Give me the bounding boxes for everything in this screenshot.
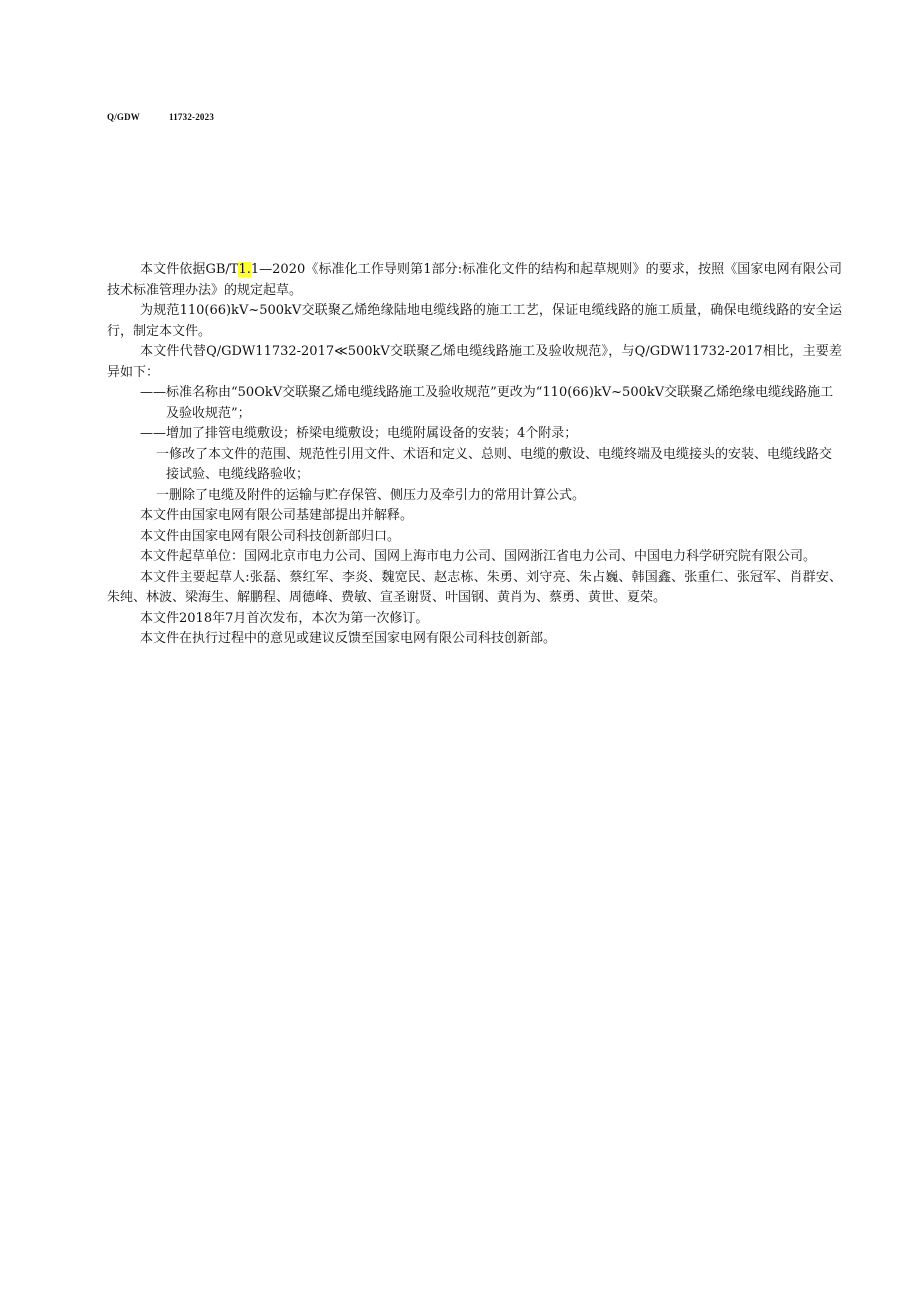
- change-item: 一修改了本文件的范围、规范性引用文件、术语和定义、总则、电缆的敷设、电缆终端及电缆接头的安装、电缆线路交接试验、电缆线路验收；: [156, 446, 833, 482]
- change-item: ——标准名称由“50OkV交联聚乙烯电缆线路施工及验收规范”更改为“110(66)kV~500kV交联聚乙烯绝缘电缆线路施工及验收规范”；: [140, 385, 834, 421]
- purpose-paragraph: 为规范110(66)kV~500kV交联聚乙烯绝缘陆地电缆线路的施工工艺，保证电缆线路的施工质量，确保电缆线路的安全运行，制定本文件。: [107, 303, 842, 339]
- proposed-by-paragraph: 本文件由国家电网有限公司基建部提出并解释。: [140, 508, 414, 523]
- document-header: [107, 112, 214, 122]
- managed-by-paragraph: 本文件由国家电网有限公司科技创新部归口。: [140, 528, 401, 544]
- feedback-paragraph: 本文件在执行过程中的意见或建议反馈至国家电网有限公司科技创新部。: [140, 631, 557, 646]
- intro-text-end: 1—2020《标准化工作导则第1部分:标准化文件的结构和起草规则》的要求，按照《国家电网有限公司技术标准管理办法》的规定起草。: [107, 262, 842, 298]
- change-item: ——增加了排管电缆敷设；桥梁电缆敷设；电缆附属设备的安装；4个附录；: [140, 426, 578, 441]
- highlighted-text: 1.: [238, 262, 251, 277]
- standard-prefix: Q/GDW: [107, 112, 141, 122]
- replaces-paragraph: 本文件代替Q/GDW11732-2017≪500kV交联聚乙烯电缆线路施工及验收规范》，与Q/GDW11732-2017相比，主要差异如下：: [107, 344, 842, 380]
- change-item: 一删除了电缆及附件的运输与贮存保管、侧压力及牵引力的常用计算公式。: [156, 487, 586, 503]
- intro-text-start: 本文件依据GB/T: [140, 262, 239, 277]
- intro-paragraph: [107, 260, 842, 301]
- drafters-paragraph: 本文件主要起草人:张磊、蔡红军、李炎、魏宽民、赵志栋、朱勇、刘守亮、朱占巍、韩国鑫、张重仁、张冠军、肖群安、朱纯、林波、梁海生、解鹏程、周德峰、费敏、宣圣谢贤、叶国钢、黄肖为、蔡勇、黄世、夏荣。: [107, 569, 842, 605]
- drafting-units-paragraph: 本文件起草单位：国网北京市电力公司、国网上海市电力公司、国网浙江省电力公司、中国电力科学研究院有限公司。: [140, 549, 817, 564]
- foreword-body: [107, 260, 842, 650]
- history-paragraph: 本文件2018年7月首次发布，本次为第一次修订。: [140, 610, 429, 626]
- standard-code: 11732-2023: [169, 112, 215, 122]
